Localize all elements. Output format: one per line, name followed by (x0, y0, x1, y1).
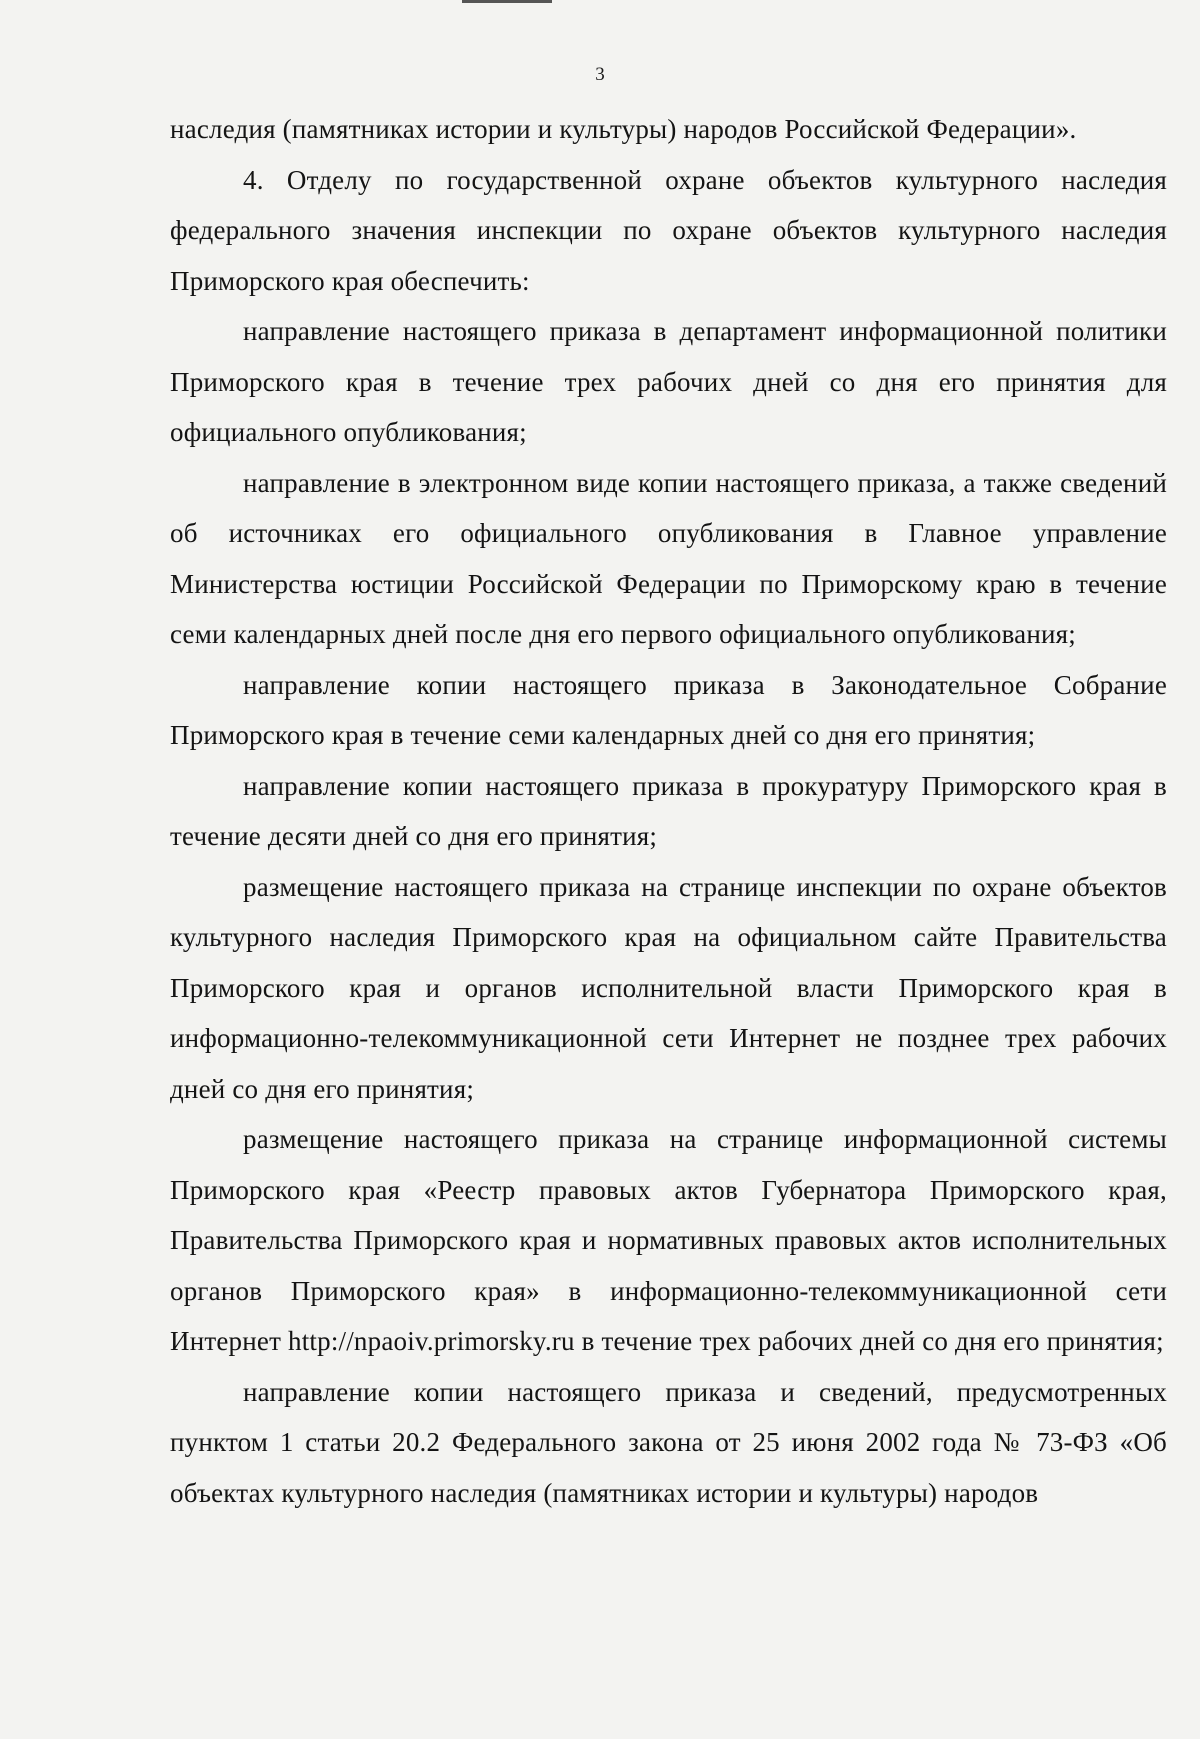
paragraph-info-policy: направление настоящего приказа в департамент информационной политики Приморского края в течение трех рабочих дней со дня его принятия для официального опубликования; (170, 316, 1167, 447)
paragraph-registry: размещение настоящего приказа на странице информационной системы Приморского края «Реестр правовых актов Губернатора Приморского края, Правительства Приморского края и нормативных правовых актов исполнительных органов Приморского края» в информационно-телекоммуникационной сети Интернет http://npaoiv.primorsky.ru в течение трех рабочих дней со дня его принятия; (170, 1124, 1167, 1356)
paragraph-official-site: размещение настоящего приказа на странице инспекции по охране объектов культурного наследия Приморского края на официальном сайте Правительства Приморского края и органов исполнительной власти Приморского края в информационно-телекоммуникационной сети Интернет не позднее трех рабочих дней со дня его принятия; (170, 871, 1167, 1104)
document-body (170, 104, 1167, 1518)
scan-edge-mark (462, 0, 552, 3)
paragraph-continuation: наследия (памятниках истории и культуры) народов Российской Федерации». (170, 114, 1077, 144)
page-number: 3 (595, 64, 605, 85)
paragraph-legislative-assembly: направление копии настоящего приказа в Законодательное Собрание Приморского края в течение семи календарных дней со дня его принятия; (170, 669, 1167, 750)
paragraph-prosecutor: направление копии настоящего приказа в прокуратуру Приморского края в течение десяти дней со дня его принятия; (170, 770, 1167, 851)
paragraph-copy-information: направление копии настоящего приказа и сведений, предусмотренных пунктом 1 статьи 20.2 Федерального закона от 25 июня 2002 года № 73-ФЗ «Об объектах культурного наследия (памятниках истории и культуры) народов (170, 1376, 1167, 1508)
paragraph-item-4: 4. Отделу по государственной охране объектов культурного наследия федерального значения инспекции по охране объектов культурного наследия Приморского края обеспечить: (170, 164, 1167, 296)
paragraph-ministry-justice: направление в электронном виде копии настоящего приказа, а также сведений об источниках его официального опубликования в Главное управление Министерства юстиции Российской Федерации по Приморскому краю в течение семи календарных дней после дня его первого официального опубликования; (170, 467, 1167, 649)
